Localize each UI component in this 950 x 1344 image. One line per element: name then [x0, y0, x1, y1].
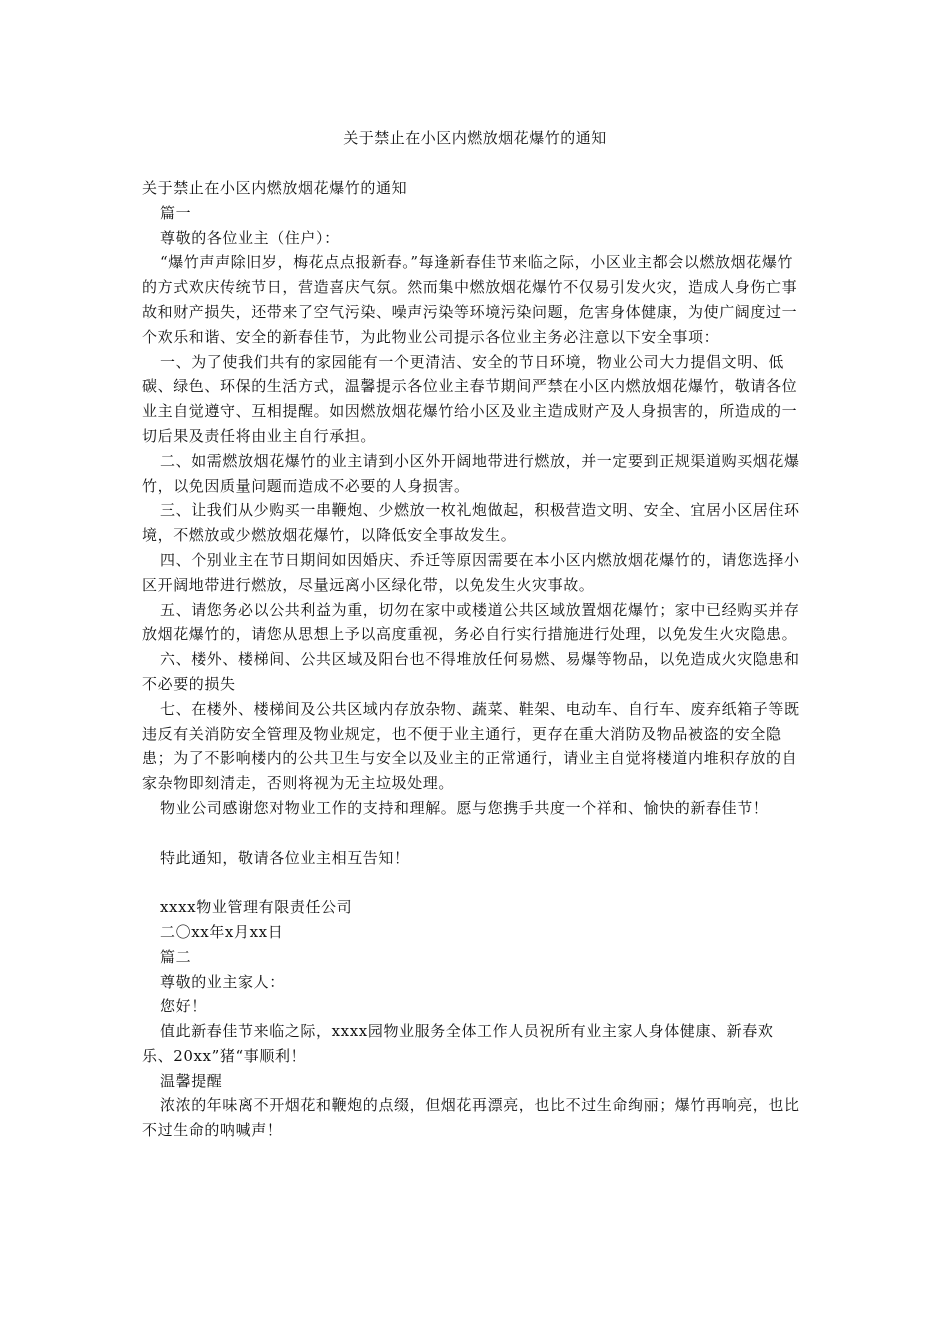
item-1: 一、为了使我们共有的家园能有一个更清洁、安全的节日环境，物业公司大力提倡文明、低碳、绿色、环保的生活方式，温馨提示各位业主春节期间严禁在小区内燃放烟花爆竹，敬请各位业主自觉遵守、互相提醒。如因燃放烟花爆竹给小区及业主造成财产及人身损害的，所造成的一切后果及责任将由业主自行承担。: [142, 352, 798, 445]
wishes-paragraph: 值此新春佳节来临之际，xxxx园物业服务全体工作人员祝所有业主家人身体健康、新春欢乐、20xx”猪“事顺利！: [142, 1022, 774, 1065]
item-7: 七、在楼外、楼梯间及公共区域内存放杂物、蔬菜、鞋架、电动车、自行车、废弃纸箱子等既违反有关消防安全管理及物业规定，也不便于业主通行，更存在重大消防及物品被盗的安全隐患；为了不影响楼内的公共卫生与安全以及业主的正常通行，请业主自觉将楼道内堆积存放的自家杂物即刻清走，否则将视为无主垃圾处理。: [142, 699, 800, 793]
salutation-1: 尊敬的各位业主（住户）：: [160, 228, 340, 247]
item-4: 四、个别业主在节日期间如因婚庆、乔迁等原因需要在本小区内燃放烟花爆竹的，请您选择小区开阔地带进行燃放，尽量远离小区绿化带，以免发生火灾事故。: [142, 550, 800, 594]
reminder-heading: 温馨提醒: [160, 1071, 223, 1090]
document-title: 关于禁止在小区内燃放烟花爆竹的通知: [343, 129, 607, 147]
reminder-paragraph: 浓浓的年味离不开烟花和鞭炮的点缀，但烟花再漂亮，也比不过生命绚丽；爆竹再响亮，也比不过生命的呐喊声！: [142, 1096, 800, 1140]
item-3: 三、让我们从少购买一串鞭炮、少燃放一枚礼炮做起，积极营造文明、安全、宜居小区居住环境，不燃放或少燃放烟花爆竹，以降低安全事故发生。: [142, 501, 800, 545]
notice-closing: 特此通知，敬请各位业主相互告知！: [160, 848, 410, 867]
signature-date: 二〇xx年x月xx日: [160, 922, 284, 941]
body-heading: 关于禁止在小区内燃放烟花爆竹的通知: [142, 179, 408, 197]
section-label-1: 篇一: [160, 203, 192, 222]
spacer: [142, 821, 802, 846]
company-signature: xxxx物业管理有限责任公司: [160, 898, 353, 917]
salutation-2: 尊敬的业主家人：: [160, 972, 285, 991]
thanks-paragraph: 物业公司感谢您对物业工作的支持和理解。愿与您携手共度一个祥和、愉快的新春佳节！: [160, 798, 769, 817]
item-5: 五、请您务必以公共利益为重，切勿在家中或楼道公共区域放置烟花爆竹；家中已经购买并存放烟花爆竹的，请您从思想上予以高度重视，务必自行实行措施进行处理，以免发生火灾隐患。: [142, 600, 800, 644]
intro-paragraph: “爆竹声声除旧岁，梅花点点报新春。”每逢新春佳节来临之际，小区业主都会以燃放烟花爆竹的方式欢庆传统节日，营造喜庆气氛。然而集中燃放烟花爆竹不仅易引发火灾，造成人身伤亡事故和财产损失，还带来了空气污染、噪声污染等环境污染问题，危害身体健康，为使广阔度过一个欢乐和谐、安全的新春佳节，为此物业公司提示各位业主务必注意以下安全事项：: [142, 253, 798, 346]
item-2: 二、如需燃放烟花爆竹的业主请到小区外开阔地带进行燃放，并一定要到正规渠道购买烟花爆竹，以免因质量问题而造成不必要的人身损害。: [142, 451, 800, 495]
section-label-2: 篇二: [160, 947, 192, 966]
item-6: 六、楼外、楼梯间、公共区域及阳台也不得堆放任何易燃、易爆等物品，以免造成火灾隐患和不必要的损失: [142, 650, 800, 693]
spacer: [142, 870, 802, 895]
document-body: [142, 176, 802, 1143]
greeting: 您好！: [160, 997, 207, 1016]
